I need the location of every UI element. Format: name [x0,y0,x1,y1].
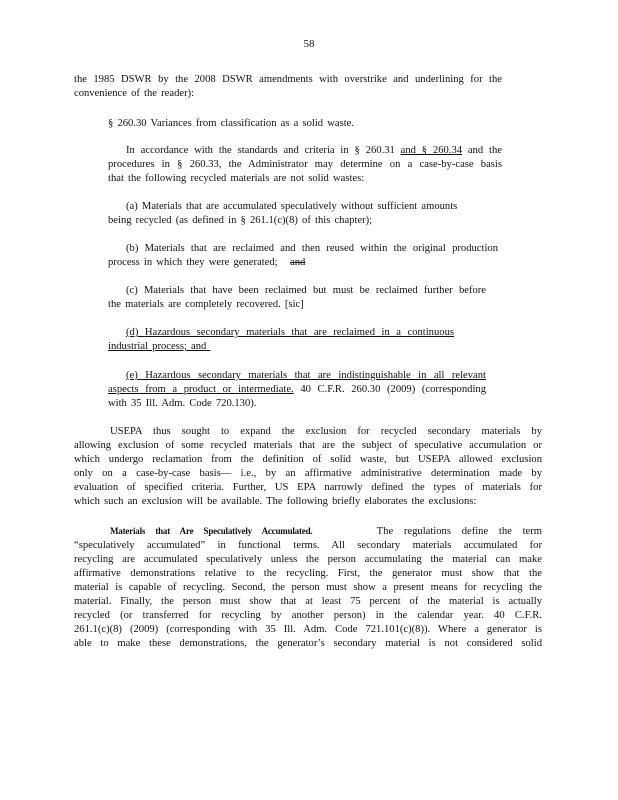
usepa-paragraph [74,425,542,509]
paragraph-line: recycling are accumulated speculatively unless the person accumulating the material can make [74,554,542,565]
paragraph-line: material. Finally, the person must show that at least 75 percent of the material is actually [74,596,542,607]
intro-paragraph [74,73,502,101]
paragraph-line: allowing exclusion of some recycled materials that are the subject of speculative accumulation or [74,440,542,451]
paragraph-line: evaluation of specified criteria. Further, US EPA narrowly defined the types of materials for [74,482,542,493]
paragraph-line: able to make these demonstrations, the generator’s secondary material is not considered solid [74,638,542,649]
item-line [108,256,498,270]
paragraph-line: which undergo reclamation from the definition of solid waste, but USEPA allowed exclusion [74,454,542,465]
paragraph-line: only on a case-by-case basis— i.e., by an affirmative administrative determination made by [74,468,542,479]
paragraph-line: which such an exclusion will be available. The following briefly elaborates the exclusions: [74,496,477,507]
item-b [108,242,498,270]
item-d [108,326,454,354]
paragraph-line: affirmative demonstrations relative to the recycling. First, the generator must show that the [74,568,542,579]
item-line: (c) Materials that have been reclaimed but must be reclaimed further before [126,285,486,296]
speculative-accumulation-paragraph [74,524,542,651]
item-line: (d) Hazardous secondary materials that are reclaimed in a continuous [126,327,454,338]
deleted-text: and [290,257,306,268]
item-a [108,200,456,228]
item-line: the materials are completely recovered. [sic] [108,299,304,310]
text-run: The regulations define the term [376,526,542,537]
paragraph-line: “speculatively accumulated” in functional terms. All secondary materials accumulated for [74,540,542,551]
paragraph-line: USEPA thus sought to expand the exclusion for recycled secondary materials by [110,426,542,437]
item-c [108,284,486,312]
item-line: with 35 Ill. Adm. Code 720.130). [108,398,257,409]
paragraph-line: recycled (or transferred for recycling by another person) in the calendar year. 40 C.F.R. [74,610,542,621]
paragraph-line [108,144,502,158]
item-line: (b) Materials that are reclaimed and then reused within the original production [126,243,498,254]
inserted-text: industrial process; and [108,341,207,352]
page-number: 58 [303,38,315,50]
inserted-text: aspects from a product or intermediate. [108,384,294,395]
paragraph-line: that the following recycled materials are not solid wastes: [108,173,365,184]
subsection-heading: Materials that Are Speculatively Accumulated. [110,526,313,536]
regulation-intro-paragraph [108,144,502,186]
paragraph-line [74,524,542,539]
text-run: and the [467,145,502,156]
item-e [108,369,486,411]
inserted-text: and § 260.34 [400,145,463,156]
item-line [108,340,454,354]
section-heading-text: § 260.30 Variances from classification as a solid waste. [108,118,354,129]
paragraph-line: 261.1(c)(8) (2009) (corresponding with 35 Ill. Adm. Code 721.101(c)(8)). Where a generator is [74,624,542,635]
text-run: In accordance with the standards and criteria in § 260.31 [126,145,395,156]
section-heading [108,117,408,131]
paragraph-line: procedures in § 260.33, the Administrator may determine on a case-by-case basis [108,159,502,170]
text-run: process in which they were generated; [108,257,278,268]
text-run: 40 C.F.R. 260.30 (2009) (corresponding [300,384,486,395]
item-line: (e) Hazardous secondary materials that are indistinguishable in all relevant [126,370,486,381]
item-line: being recycled (as defined in § 261.1(c)(8) of this chapter); [108,215,373,226]
item-line [108,383,486,397]
intro-line: convenience of the reader): [74,88,195,99]
intro-line: the 1985 DSWR by the 2008 DSWR amendments with overstrike and underlining for the [74,74,502,85]
paragraph-line: material is capable of recycling. Second, the person must show a present means for recycling the [74,582,542,593]
item-line: (a) Materials that are accumulated speculatively without sufficient amounts [126,201,458,212]
